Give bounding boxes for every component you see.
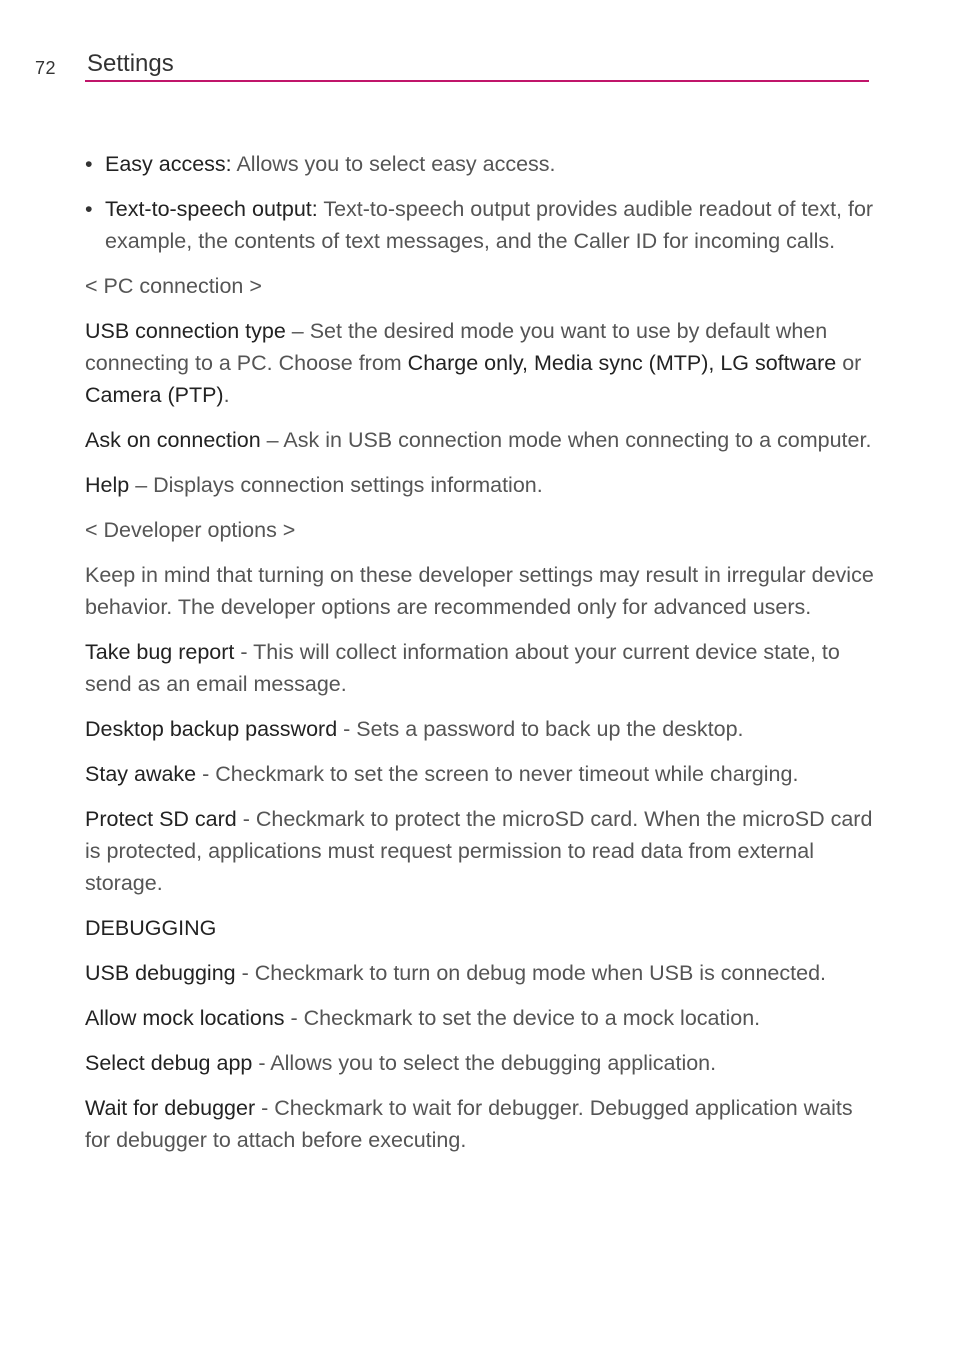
section-title: Settings — [87, 50, 174, 77]
term-help: Help — [85, 473, 130, 497]
desc-help: – Displays connection settings information. — [129, 473, 543, 497]
bullet-dot: • — [85, 152, 93, 176]
term-usb-connection-type: USB connection type — [85, 319, 286, 343]
item-usb-connection-type — [85, 315, 875, 411]
term-ask-on-connection: Ask on connection — [85, 428, 261, 452]
item-wait-for-debugger — [85, 1092, 875, 1156]
bullet-text-to-speech — [85, 193, 875, 257]
term-text-to-speech: Text-to-speech output: — [105, 197, 318, 221]
header-divider — [85, 80, 869, 82]
page-content — [85, 148, 875, 1169]
term-wait-for-debugger: Wait for debugger — [85, 1096, 256, 1120]
item-stay-awake — [85, 758, 875, 790]
item-protect-sd-card — [85, 803, 875, 899]
page-header — [0, 0, 954, 90]
options-usb-connection-type-2: Camera (PTP) — [85, 383, 224, 407]
heading-debugging: DEBUGGING — [85, 916, 217, 940]
term-take-bug-report: Take bug report — [85, 640, 235, 664]
heading-developer-options: < Developer options > — [85, 518, 296, 542]
desc-usb-connection-type-2: or — [836, 351, 862, 375]
item-select-debug-app — [85, 1047, 875, 1079]
item-take-bug-report — [85, 636, 875, 700]
page-number: 72 — [35, 58, 57, 78]
desc-select-debug-app: - Allows you to select the debugging application. — [252, 1051, 717, 1075]
desc-usb-connection-type-1: – Set the desired mode you want to use by default when connecting to a PC. Choose from — [85, 319, 828, 375]
item-allow-mock-locations — [85, 1002, 875, 1034]
desc-protect-sd-card: - Checkmark to protect the microSD card. When the microSD card is protected, applications must request permission to read data from external storage. — [85, 807, 873, 895]
desc-ask-on-connection: – Ask in USB connection mode when connecting to a computer. — [260, 428, 872, 452]
term-usb-debugging: USB debugging — [85, 961, 236, 985]
desc-text-to-speech: Text-to-speech output provides audible readout of text, for example, the contents of text messages, and the Caller ID for incoming calls. — [105, 197, 874, 253]
item-ask-on-connection — [85, 424, 875, 456]
bullet-dot: • — [85, 197, 93, 221]
desc-stay-awake: - Checkmark to set the screen to never timeout while charging. — [196, 762, 799, 786]
term-protect-sd-card: Protect SD card — [85, 807, 237, 831]
desc-desktop-backup-password: - Sets a password to back up the desktop. — [337, 717, 744, 741]
desc-allow-mock-locations: - Checkmark to set the device to a mock location. — [284, 1006, 761, 1030]
desc-take-bug-report: - This will collect information about your current device state, to send as an email message. — [85, 640, 840, 696]
term-select-debug-app: Select debug app — [85, 1051, 253, 1075]
term-allow-mock-locations: Allow mock locations — [85, 1006, 285, 1030]
term-easy-access: Easy access: — [105, 152, 232, 176]
bullet-easy-access — [85, 148, 875, 180]
item-help — [85, 469, 875, 501]
desc-easy-access: Allows you to select easy access. — [231, 152, 556, 176]
options-usb-connection-type-1: Charge only, Media sync (MTP), LG software — [407, 351, 837, 375]
item-usb-debugging — [85, 957, 875, 989]
desc-usb-debugging: - Checkmark to turn on debug mode when USB is connected. — [235, 961, 826, 985]
item-desktop-backup-password — [85, 713, 875, 745]
developer-options-intro: Keep in mind that turning on these developer settings may result in irregular device behavior. The developer options are recommended only for advanced users. — [85, 563, 874, 619]
heading-pc-connection: < PC connection > — [85, 274, 262, 298]
term-stay-awake: Stay awake — [85, 762, 197, 786]
desc-usb-connection-type-3: . — [223, 383, 230, 407]
desc-wait-for-debugger: - Checkmark to wait for debugger. Debugged application waits for debugger to attach before executing. — [85, 1096, 853, 1152]
term-desktop-backup-password: Desktop backup password — [85, 717, 338, 741]
